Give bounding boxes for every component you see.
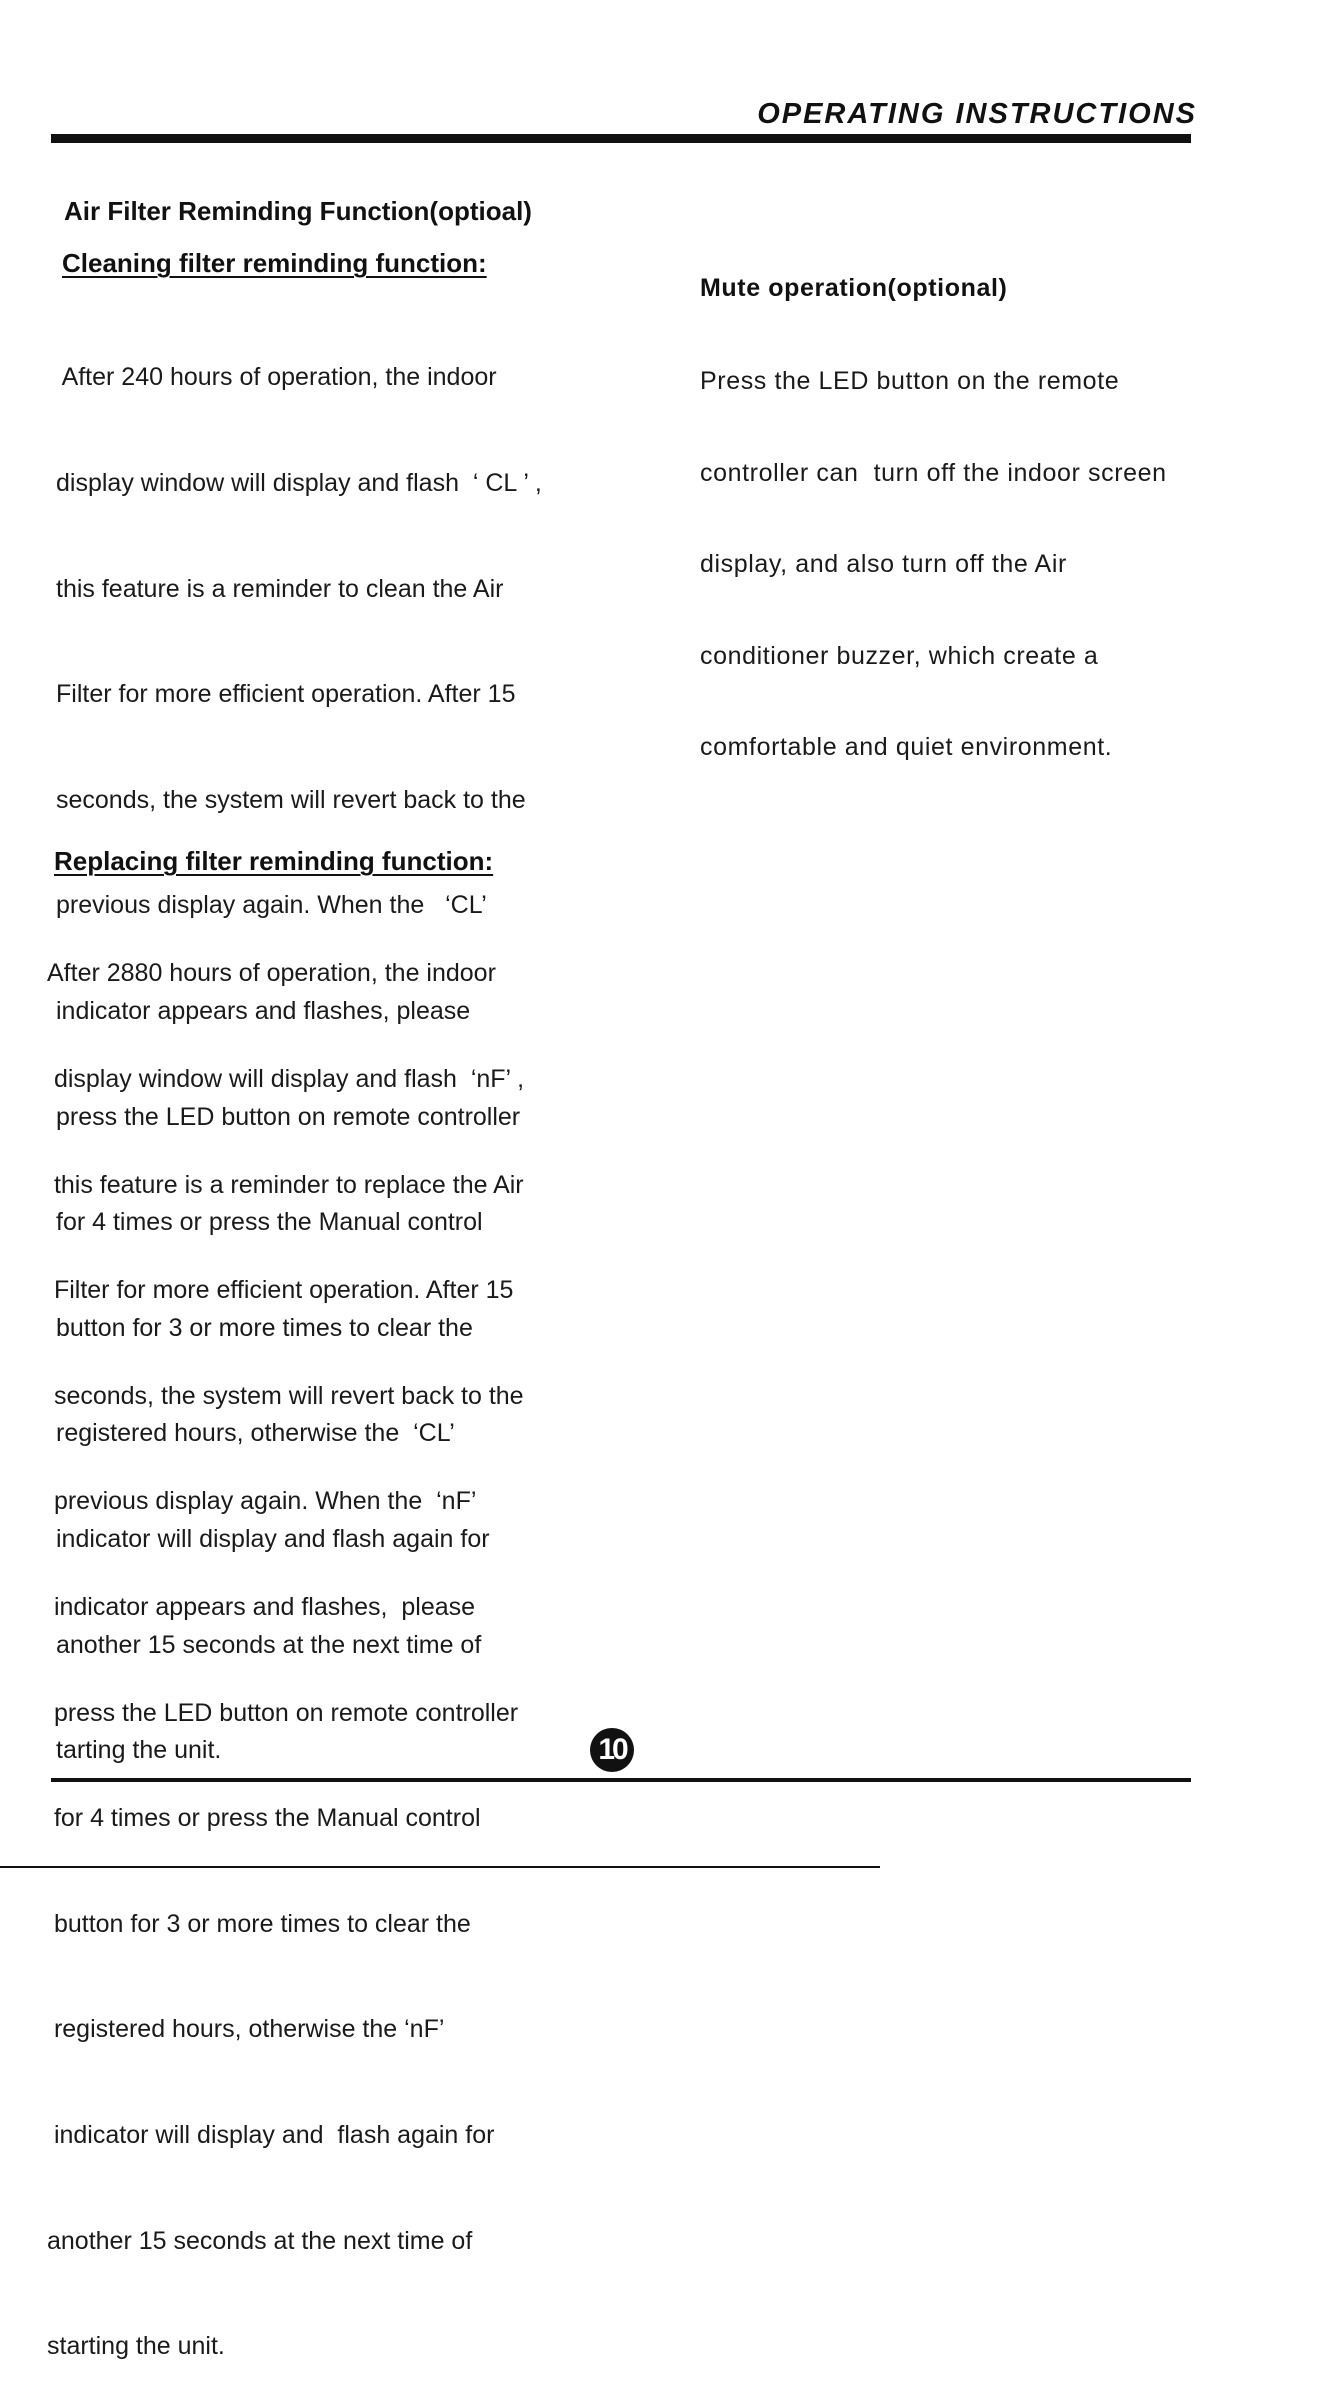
- body-line: press the LED button on remote controller: [56, 1102, 521, 1131]
- body-line: display window will display and flash ‘ CL ’ ,: [56, 469, 542, 497]
- body-line: indicator appears and flashes, please: [56, 996, 471, 1025]
- body-line: conditioner buzzer, which create a: [700, 641, 1099, 670]
- body-line: Press the LED button on the remote: [700, 367, 1120, 395]
- body-line: tarting the unit.: [56, 1736, 222, 1765]
- page-number-badge: 10: [590, 1728, 634, 1772]
- footer-rule: [51, 1778, 1191, 1782]
- body-line: another 15 seconds at the next time of: [47, 2226, 473, 2255]
- body-line: display window will display and flash ‘nF’ ,: [47, 1065, 525, 1093]
- body-line: for 4 times or press the Manual control: [47, 1804, 481, 1833]
- body-line: button for 3 or more times to clear the: [47, 1909, 471, 1938]
- section-title-air-filter: Air Filter Reminding Function(optioal): [64, 196, 532, 226]
- body-line: previous display again. When the ‘CL’: [56, 891, 487, 920]
- body-line: After 240 hours of operation, the indoor: [56, 363, 497, 392]
- body-line: another 15 seconds at the next time of: [56, 1630, 482, 1659]
- body-line: indicator will display and flash again for: [47, 2120, 495, 2149]
- body-line: After 2880 hours of operation, the indoor: [47, 959, 496, 988]
- mute-operation-body: [700, 305, 1167, 793]
- body-line: registered hours, otherwise the ‘nF’: [47, 2015, 445, 2044]
- body-line: display, and also turn off the Air: [700, 550, 1067, 578]
- body-line: button for 3 or more times to clear the: [56, 1313, 473, 1342]
- body-line: starting the unit.: [47, 2332, 225, 2361]
- bottom-edge-rule: [0, 1866, 880, 1868]
- body-line: previous display again. When the ‘nF’: [47, 1487, 477, 1516]
- mute-operation-heading: Mute operation(optional): [700, 274, 1008, 302]
- body-line: Filter for more efficient operation. After 15: [56, 680, 516, 709]
- body-line: indicator will display and flash again for: [56, 1524, 490, 1553]
- body-line: this feature is a reminder to clean the Air: [56, 574, 504, 603]
- body-line: registered hours, otherwise the ‘CL’: [56, 1419, 455, 1448]
- body-line: seconds, the system will revert back to the: [56, 785, 526, 814]
- body-line: controller can turn off the indoor screen: [700, 458, 1167, 487]
- body-line: seconds, the system will revert back to the: [47, 1381, 524, 1410]
- body-line: this feature is a reminder to replace the Air: [47, 1170, 524, 1199]
- body-line: Filter for more efficient operation. After 15: [47, 1276, 514, 1305]
- replacing-filter-heading: Replacing filter reminding function:: [54, 846, 494, 876]
- replacing-filter-body: [47, 886, 524, 2400]
- header-rule: [51, 134, 1191, 143]
- cleaning-filter-heading: Cleaning filter reminding function:: [62, 248, 487, 278]
- body-line: comfortable and quiet environment.: [700, 733, 1113, 761]
- body-line: indicator appears and flashes, please: [47, 1592, 476, 1621]
- header-title: OPERATING INSTRUCTIONS: [757, 98, 1197, 130]
- body-line: for 4 times or press the Manual control: [56, 1208, 483, 1237]
- body-line: press the LED button on remote controller: [47, 1698, 519, 1727]
